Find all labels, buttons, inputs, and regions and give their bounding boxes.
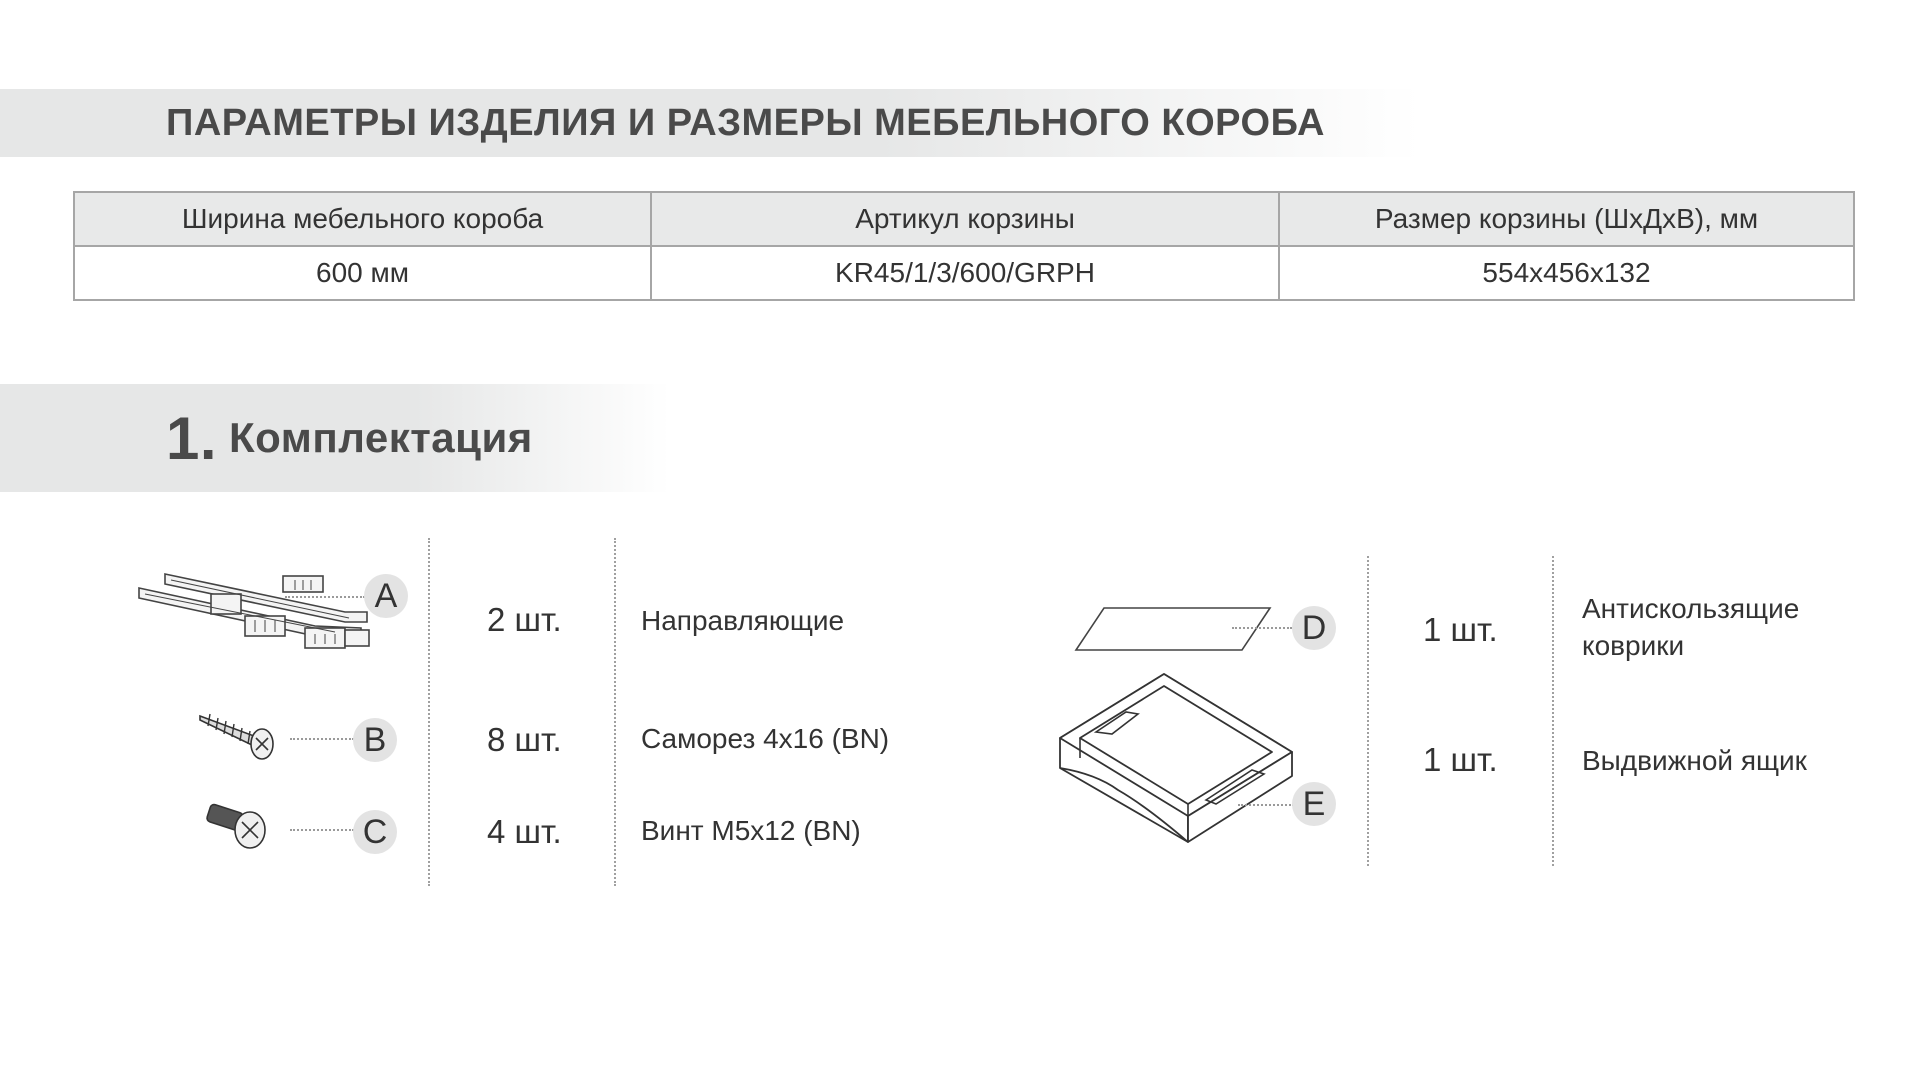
item-c-qty: 4 шт.	[487, 813, 562, 850]
callout-b: B	[353, 718, 397, 762]
callout-leader	[285, 596, 365, 598]
kit-title-text: Комплектация	[229, 414, 533, 461]
callout-e: E	[1292, 782, 1336, 826]
item-b-name: Саморез 4x16 (BN)	[641, 723, 890, 754]
cell-box-width: 600 мм	[74, 246, 651, 300]
callout-d: D	[1292, 606, 1336, 650]
table-row	[74, 246, 1854, 300]
drawer-runner-icon	[135, 568, 375, 668]
callout-a: A	[364, 574, 408, 618]
kit-title	[166, 384, 533, 492]
column-divider	[428, 538, 430, 886]
header-basket-size: Размер корзины (ШхДхВ), мм	[1279, 192, 1854, 246]
callout-c: C	[353, 810, 397, 854]
column-divider	[614, 538, 616, 886]
cell-article: KR45/1/3/600/GRPH	[651, 246, 1279, 300]
header-box-width: Ширина мебельного короба	[74, 192, 651, 246]
wood-screw-icon	[196, 706, 280, 762]
item-a-name: Направляющие	[641, 605, 845, 636]
machine-screw-icon	[204, 800, 270, 852]
item-e-qty: 1 шт.	[1423, 741, 1498, 778]
callout-leader	[290, 738, 354, 740]
item-a-qty: 2 шт.	[487, 601, 562, 638]
anti-slip-mat-icon	[1074, 604, 1274, 654]
item-d-name	[1582, 590, 1799, 664]
item-b-qty: 8 шт.	[487, 721, 562, 758]
callout-leader	[1238, 804, 1294, 806]
item-d-name-line: коврики	[1582, 630, 1685, 661]
section-number: 1.	[166, 404, 218, 472]
table-header-row	[74, 192, 1854, 246]
drawer-box-icon	[1056, 670, 1296, 850]
column-divider	[1367, 556, 1369, 866]
column-divider	[1552, 556, 1554, 866]
params-table	[73, 191, 1855, 301]
header-article: Артикул корзины	[651, 192, 1279, 246]
callout-leader	[1232, 627, 1292, 629]
kit-banner	[0, 384, 670, 492]
item-e-name: Выдвижной ящик	[1582, 745, 1807, 776]
item-d-name-line: Антискользящие	[1582, 593, 1800, 624]
item-c-name: Винт М5х12 (BN)	[641, 815, 861, 846]
item-d-qty: 1 шт.	[1423, 611, 1498, 648]
callout-leader	[290, 829, 354, 831]
params-banner	[0, 89, 1420, 157]
cell-basket-size: 554x456x132	[1279, 246, 1854, 300]
params-title: ПАРАМЕТРЫ ИЗДЕЛИЯ И РАЗМЕРЫ МЕБЕЛЬНОГО КОРОБА	[166, 101, 1325, 144]
